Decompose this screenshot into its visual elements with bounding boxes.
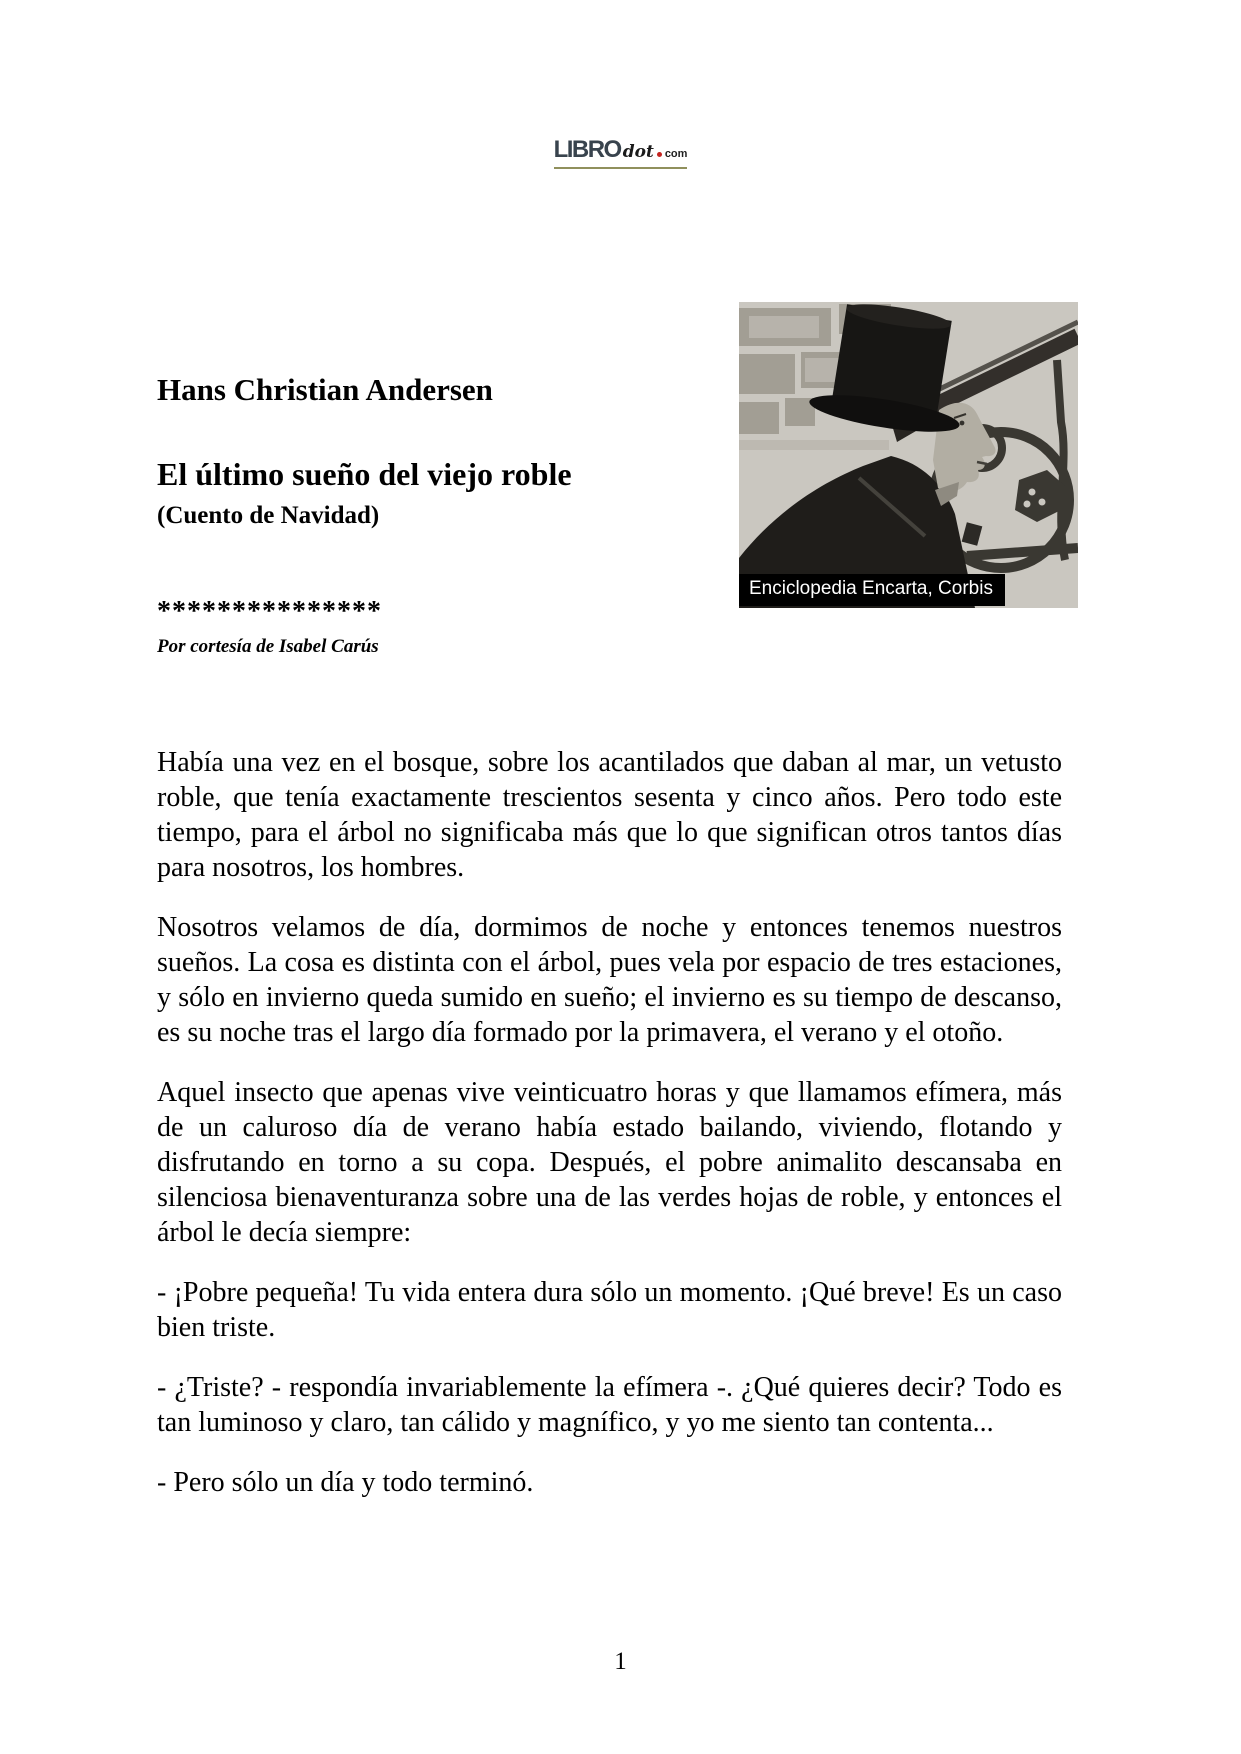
author-name: Hans Christian Andersen: [157, 372, 493, 407]
paragraph: - Pero sólo un día y todo terminó.: [157, 1467, 534, 1498]
page-number: 1: [614, 1648, 627, 1675]
paragraph: Aquel insecto que apenas vive veinticuatro horas y que llamamos efímera, más de un caluroso día de verano había estado bailando, viviendo, flotando y disfrutando en torno a su copa. Después, el pobre animalito descansaba en silenciosa bienaventuranza sobre una de las verdes hojas de roble, y entonces el árbol le decía siempre:: [157, 1077, 1062, 1248]
paragraph: Había una vez en el bosque, sobre los acantilados que daban al mar, un vetusto roble, que tenía exactamente trescientos sesenta y cinco años. Pero todo este tiempo, para el árbol no significaba más que lo que significan otros tantos días para nosotros, los hombres.: [157, 747, 1062, 883]
story-subtitle: (Cuento de Navidad): [157, 502, 380, 529]
author-photo: [739, 302, 1078, 608]
paragraph: - ¡Pobre pequeña! Tu vida entera dura sólo un momento. ¡Qué breve! Es un caso bien triste.: [157, 1277, 1062, 1343]
logo-com-text: com: [664, 148, 688, 160]
logo-red-dot-icon: [657, 152, 662, 157]
photo-caption: Enciclopedia Encarta, Corbis: [739, 574, 1005, 606]
logo-libro-text: LIBRO: [553, 136, 621, 163]
paragraph: - ¿Triste? - respondía invariablemente la efímera -. ¿Qué quieres decir? Todo es tan luminoso y claro, tan cálido y magnífico, y yo me siento tan contenta...: [157, 1372, 1062, 1438]
paragraph: Nosotros velamos de día, dormimos de noche y entonces tenemos nuestros sueños. La cosa es distinta con el árbol, pues vela por espacio de tres estaciones, y sólo en invierno queda sumido en sueño; el invierno es su tiempo de descanso, es su noche tras el largo día formado por la primavera, el verano y el otoño.: [157, 912, 1062, 1048]
story-body: [157, 745, 1062, 1500]
logo-underline: [554, 167, 688, 169]
courtesy-line: Por cortesía de Isabel Carús: [157, 636, 379, 657]
andersen-portrait-image: [739, 302, 1078, 608]
asterisk-separator: ***************: [157, 596, 382, 627]
logo-dot-text: dot: [622, 142, 654, 162]
story-title: El último sueño del viejo roble: [157, 456, 572, 492]
librodot-logo: [0, 138, 1241, 169]
